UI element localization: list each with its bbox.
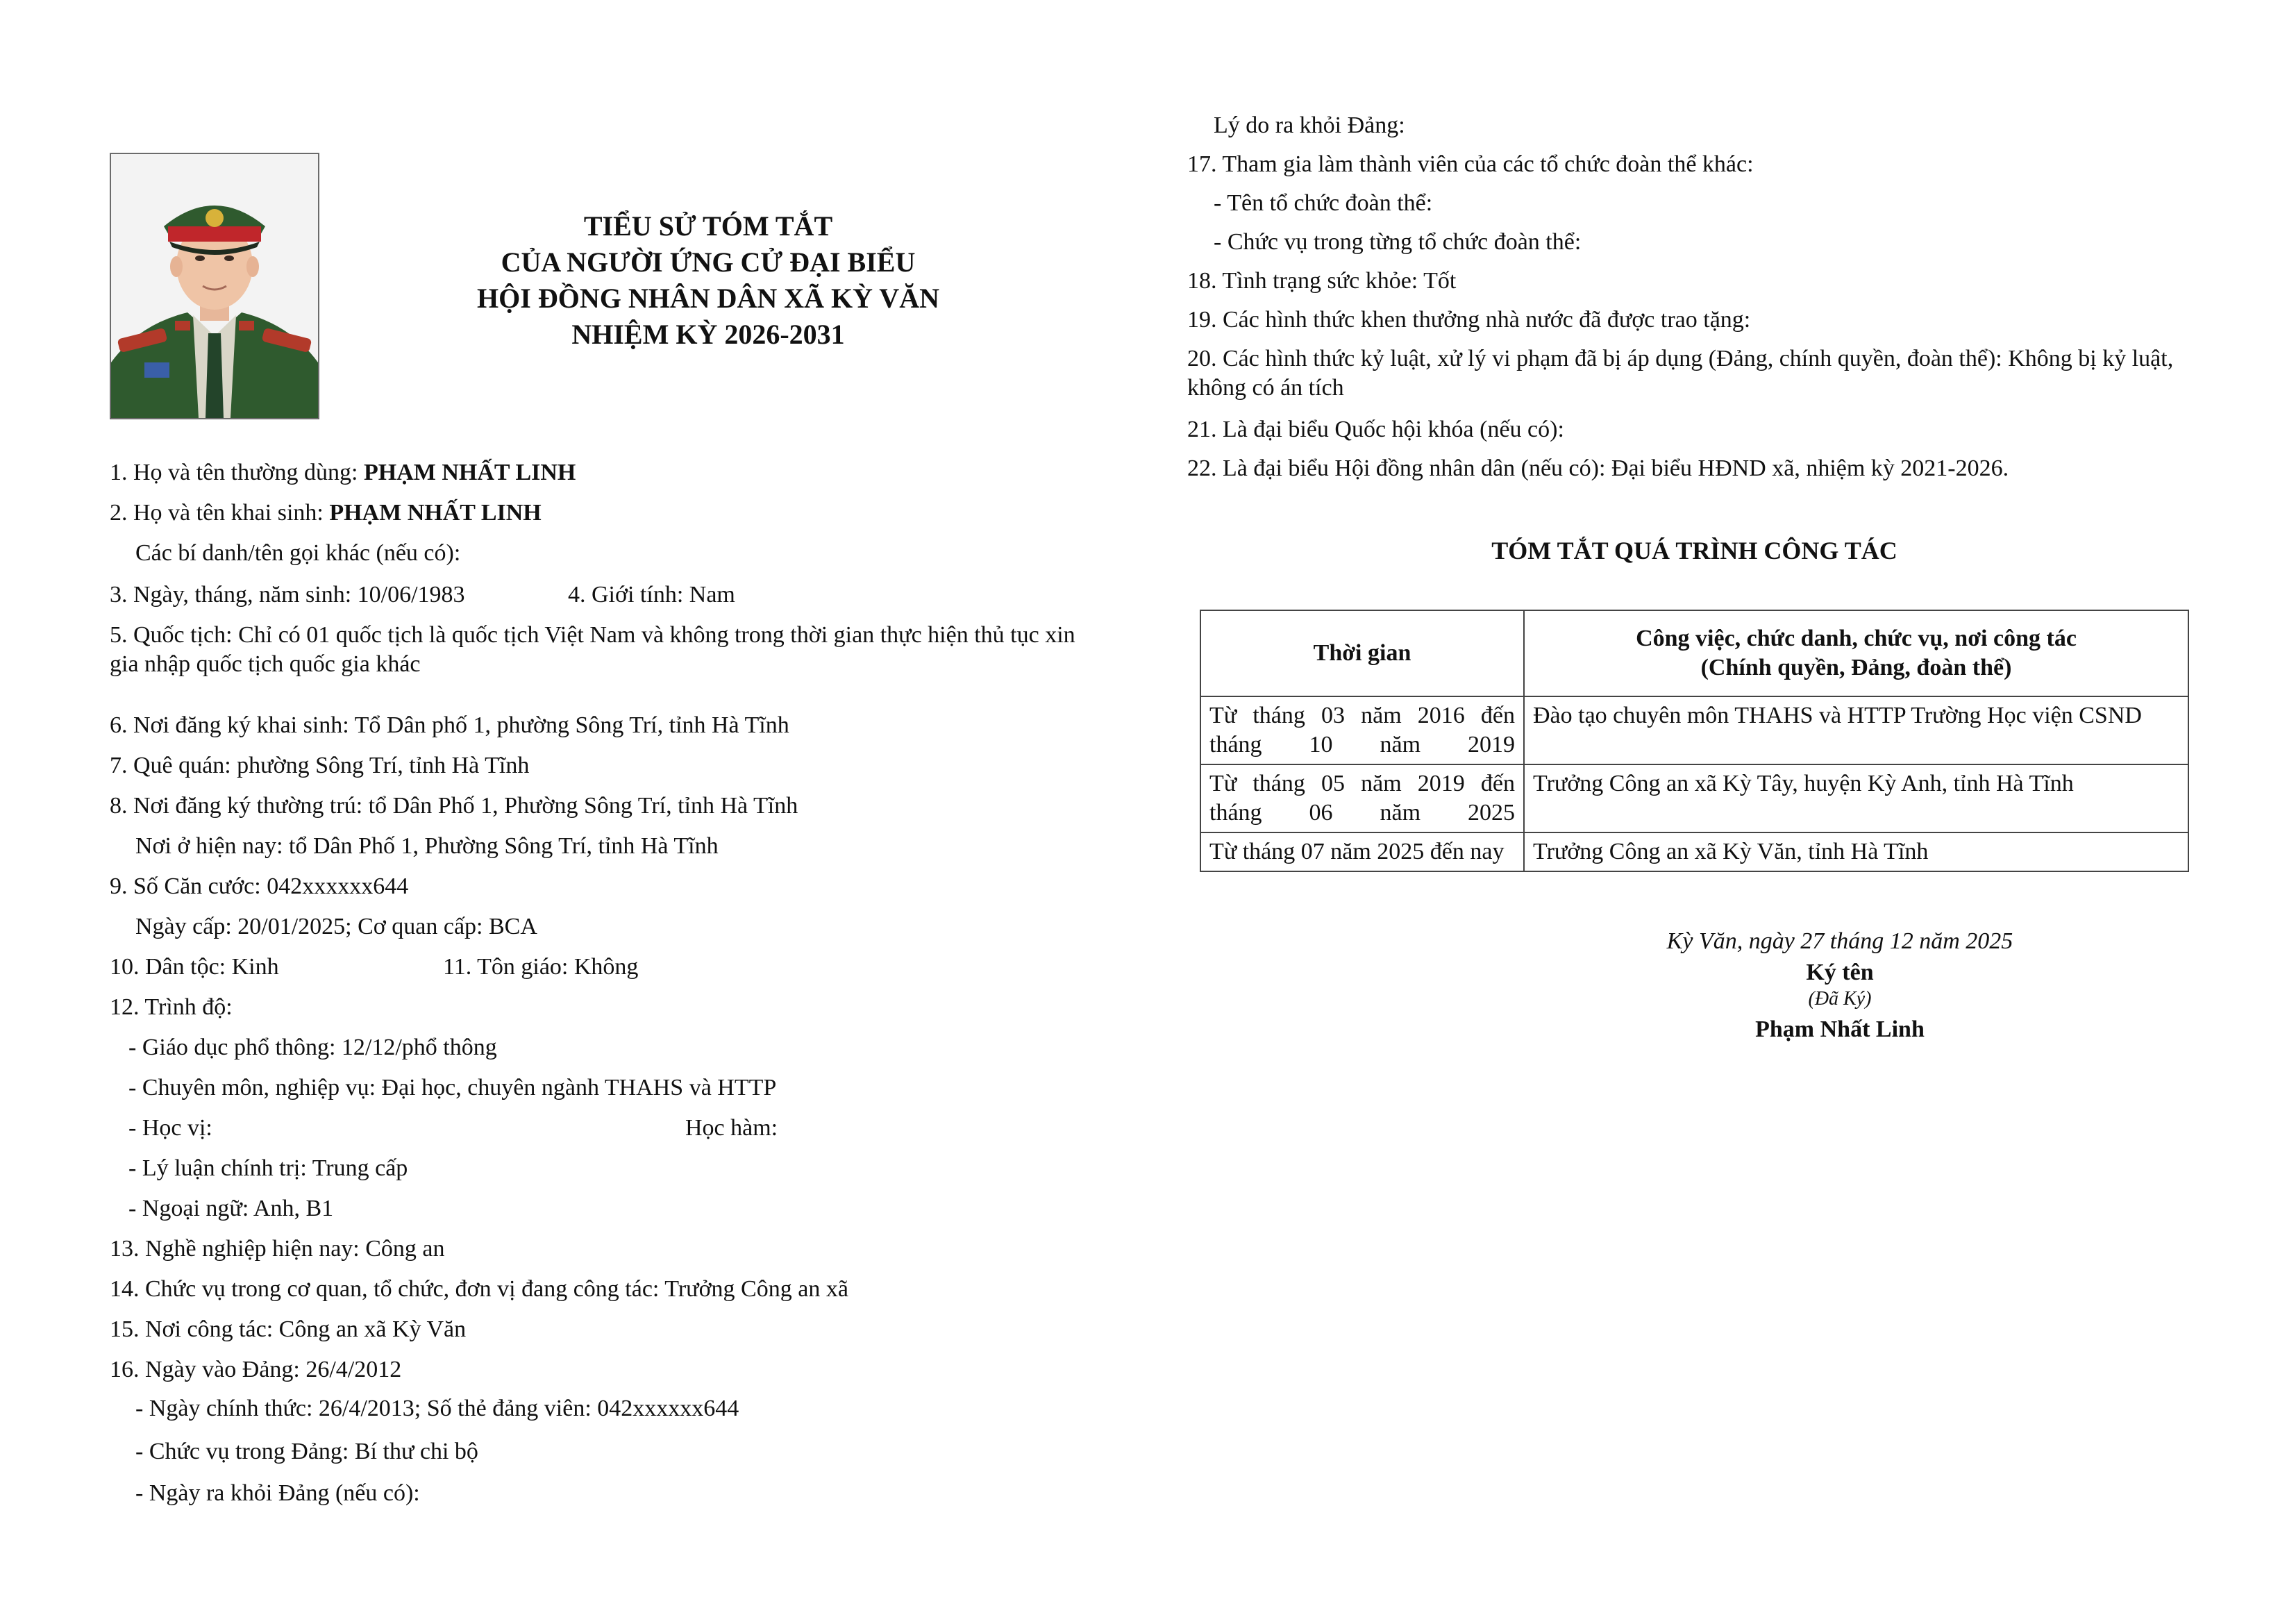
table-row (1200, 696, 2188, 764)
field-1 (110, 458, 576, 487)
field-12-degree: - Học vị: (128, 1115, 212, 1141)
table-cell-time: Từ tháng 05 năm 2019 đến tháng 06 năm 2025 (1200, 764, 1524, 832)
field-16-party-join-date: 16. Ngày vào Đảng: 26/4/2012 (110, 1357, 402, 1382)
field-8-current-residence: Nơi ở hiện nay: tổ Dân Phố 1, Phường Sông Trí, tỉnh Hà Tĩnh (135, 833, 719, 859)
field-16-party-exit-date: - Ngày ra khỏi Đảng (nếu có): (135, 1480, 420, 1506)
field-12-foreign-language: - Ngoại ngữ: Anh, B1 (128, 1196, 334, 1221)
field-2-value: PHẠM NHẤT LINH (329, 500, 542, 526)
field-13-occupation: 13. Nghề nghiệp hiện nay: Công an (110, 1236, 445, 1262)
signature-place-date: Kỳ Văn, ngày 27 tháng 12 năm 2025 (1666, 928, 2013, 954)
field-3-birthdate: 3. Ngày, tháng, năm sinh: 10/06/1983 (110, 582, 465, 608)
table-row (1200, 764, 2188, 832)
field-1-label: 1. Họ và tên thường dùng: (110, 460, 364, 485)
signature-signed-note: (Đã Ký) (1808, 988, 1872, 1010)
field-20-discipline: 20. Các hình thức kỷ luật, xử lý vi phạm đã bị áp dụng (Đảng, chính quyền, đoàn thể): Không bị kỷ luật, không có án tích (1187, 346, 2174, 401)
field-2 (110, 499, 542, 528)
field-15-workplace: 15. Nơi công tác: Công an xã Kỳ Văn (110, 1316, 467, 1342)
field-22-peoples-council: 22. Là đại biểu Hội đồng nhân dân (nếu có): Đại biểu HĐND xã, nhiệm kỳ 2021-2026. (1187, 455, 2009, 481)
title-line-3: HỘI ĐỒNG NHÂN DÂN XÃ KỲ VĂN (477, 283, 939, 314)
field-12-academic-title: Học hàm: (685, 1115, 778, 1141)
signature-label: Ký tên (1806, 960, 1874, 985)
field-2-alias: Các bí danh/tên gọi khác (nếu có): (135, 540, 461, 566)
portrait-photo (110, 153, 319, 419)
field-10-ethnicity: 10. Dân tộc: Kinh (110, 954, 279, 980)
field-16-party-position: - Chức vụ trong Đảng: Bí thư chi bộ (135, 1439, 478, 1464)
field-8-permanent-residence: 8. Nơi đăng ký thường trú: tổ Dân Phố 1, Phường Sông Trí, tỉnh Hà Tĩnh (110, 793, 798, 819)
signature-name: Phạm Nhất Linh (1755, 1016, 1925, 1042)
field-12-specialization: - Chuyên môn, nghiệp vụ: Đại học, chuyên ngành THAHS và HTTP (128, 1075, 777, 1100)
field-17-organization-position: - Chức vụ trong từng tổ chức đoàn thể: (1214, 229, 1582, 255)
header-job-line-1: Công việc, chức danh, chức vụ, nơi công tác (1636, 626, 2077, 651)
field-17-organization-name: - Tên tổ chức đoàn thể: (1214, 190, 1433, 216)
field-18-health: 18. Tình trạng sức khỏe: Tốt (1187, 268, 1457, 294)
title-line-4: NHIỆM KỲ 2026-2031 (571, 319, 845, 350)
field-21-national-assembly: 21. Là đại biểu Quốc hội khóa (nếu có): (1187, 417, 1564, 442)
field-1-value: PHẠM NHẤT LINH (363, 460, 576, 485)
field-2-label: 2. Họ và tên khai sinh: (110, 500, 330, 526)
field-12-political-theory: - Lý luận chính trị: Trung cấp (128, 1155, 408, 1181)
header-time: Thời gian (1200, 610, 1524, 696)
field-9-issue-info: Ngày cấp: 20/01/2025; Cơ quan cấp: BCA (135, 914, 537, 939)
field-16-official-date: - Ngày chính thức: 26/4/2013; Số thẻ đảng viên: 042xxxxxx644 (135, 1396, 739, 1421)
table-row (1200, 832, 2188, 871)
field-14-position: 14. Chức vụ trong cơ quan, tổ chức, đơn vị đang công tác: Trưởng Công an xã (110, 1276, 848, 1302)
field-12-general-education: - Giáo dục phổ thông: 12/12/phổ thông (128, 1035, 497, 1060)
table-cell-job: Trưởng Công an xã Kỳ Văn, tỉnh Hà Tĩnh (1524, 832, 2188, 871)
field-17-organizations: 17. Tham gia làm thành viên của các tổ chức đoàn thể khác: (1187, 151, 1754, 177)
header-job-line-2: (Chính quyền, Đảng, đoàn thể) (1700, 655, 2012, 680)
work-history-table (1200, 610, 2189, 872)
document-title (389, 208, 1028, 353)
field-9-id-number: 9. Số Căn cước: 042xxxxxx644 (110, 873, 409, 899)
table-cell-time: Từ tháng 07 năm 2025 đến nay (1200, 832, 1524, 871)
field-11-religion: 11. Tôn giáo: Không (443, 954, 639, 980)
table-cell-job: Trưởng Công an xã Kỳ Tây, huyện Kỳ Anh, tỉnh Hà Tĩnh (1524, 764, 2188, 832)
field-7-hometown: 7. Quê quán: phường Sông Trí, tỉnh Hà Tĩnh (110, 753, 530, 778)
title-line-2: CỦA NGƯỜI ỨNG CỬ ĐẠI BIỂU (501, 246, 916, 278)
field-4-gender: 4. Giới tính: Nam (568, 582, 735, 608)
table-cell-time: Từ tháng 03 năm 2016 đến tháng 10 năm 2019 (1200, 696, 1524, 764)
field-12-education: 12. Trình độ: (110, 994, 233, 1020)
field-6-birth-registration: 6. Nơi đăng ký khai sinh: Tổ Dân phố 1, phường Sông Trí, tỉnh Hà Tĩnh (110, 712, 789, 738)
table-cell-job: Đào tạo chuyên môn THAHS và HTTP Trường Học viện CSND (1524, 696, 2188, 764)
field-5-nationality: 5. Quốc tịch: Chỉ có 01 quốc tịch là quốc tịch Việt Nam và không trong thời gian thực hiện thủ tục xin gia nhập quốc tịch quốc gia khác (110, 622, 1075, 677)
section-title-work-history: TÓM TẮT QUÁ TRÌNH CÔNG TÁC (1491, 537, 1897, 564)
header-job (1524, 610, 2188, 696)
field-16-party-exit-reason: Lý do ra khỏi Đảng: (1214, 112, 1405, 138)
field-19-awards: 19. Các hình thức khen thưởng nhà nước đã được trao tặng: (1187, 307, 1751, 333)
table-header-row (1200, 610, 2188, 696)
portrait-illustration (111, 154, 318, 418)
title-line-1: TIỂU SỬ TÓM TẮT (583, 210, 833, 242)
